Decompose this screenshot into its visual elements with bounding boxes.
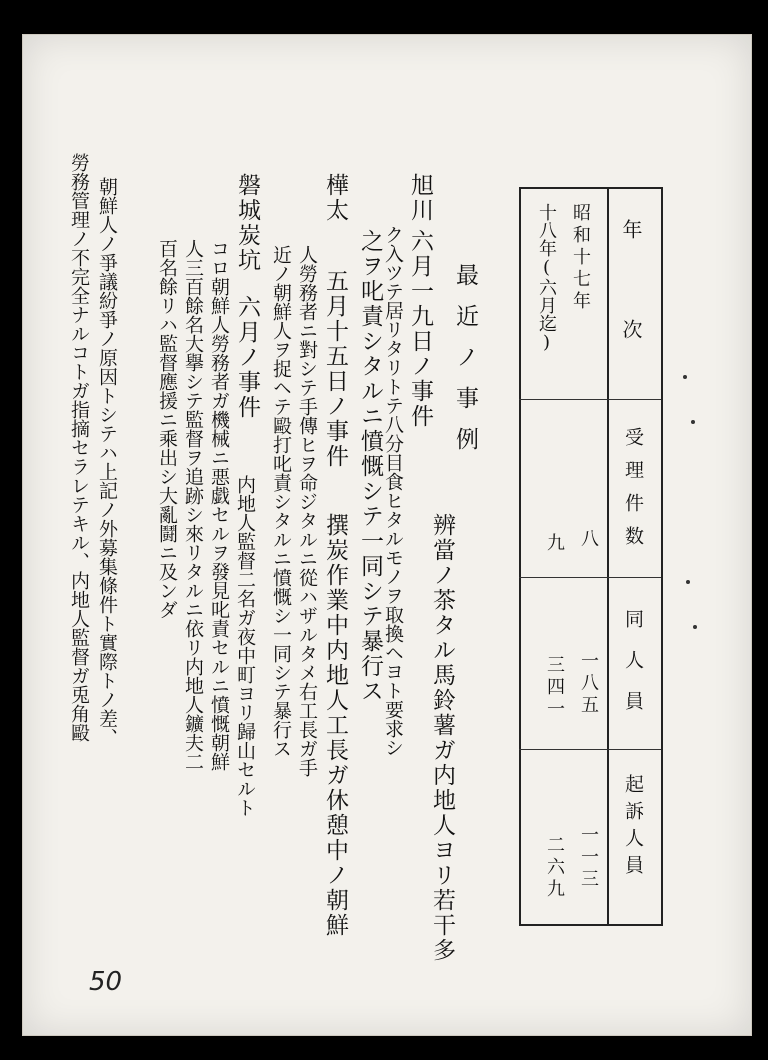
case-place-karafuto: 樺太 [322,173,348,223]
case-line: 人勞務者ニ對シテ手傳ヒヲ命ジタルニ從ハザルタメ右工長ガ手 [296,245,318,777]
table-row-divider [519,577,661,578]
header-indicted: 起訴人員 [622,774,644,882]
case-place-iwaki: 磐城炭坑 [234,173,260,273]
indicted-1943: 二六九 [544,835,565,901]
conclusion-line: 勞務管理ノ不完全ナルコトガ指摘セラレテキル、内地人監督ガ兎角毆 [68,153,90,742]
case-line: 辨當ノ茶タル馬鈴薯ガ内地人ヨリ若干多 [429,513,455,963]
case-line: 之ヲ叱責シタルニ憤慨シテ一同シテ暴行ス [357,229,383,704]
scan-speck [691,420,695,424]
table-header-divider [607,189,609,924]
header-year: 年次 [619,219,643,419]
scan-speck [693,625,697,629]
case-line: コロ朝鮮人勞務者ガ機械ニ悪戯セルヲ發見叱責セルニ憤慨朝鮮 [208,239,230,771]
persons-1942: 一八五 [578,651,599,717]
scan-speck [686,580,690,584]
case-line: 六月一九日ノ事件 [407,229,433,429]
header-persons: 同人員 [622,609,644,732]
scan-speck [683,375,687,379]
table-row-divider [519,749,661,750]
cases-1942: 八 [578,529,599,547]
case-place-asahikawa: 旭川 [407,173,433,223]
case-line: 六月ノ事件 [234,295,260,420]
case-line: 内地人監督二名ガ夜中町ヨリ歸山セルト [234,475,256,817]
cases-1943: 九 [544,533,565,551]
case-line: 百名餘リハ監督應援ニ乘出シ大亂鬪ニ及ンダ [156,239,178,619]
handwritten-page-number: 50 [89,967,123,997]
document-page [22,34,752,1036]
indicted-1942: 一一三 [578,825,599,891]
header-cases: 受理件数 [622,427,644,559]
case-line: 近ノ朝鮮人ヲ捉ヘテ毆打叱責シタルニ憤慨シ一同シテ暴行ス [270,245,292,758]
persons-1943: 三四一 [544,655,565,721]
case-line: 五月十五日ノ事件 [322,269,348,469]
year-1942: 昭和十七年 [570,203,591,313]
case-line: 撰炭作業中内地人工長ガ休憩中ノ朝鮮 [322,513,348,938]
table-border-left [519,189,521,924]
conclusion-line: 朝鮮人ノ爭議紛爭ノ原因トシテハ上記ノ外募集條件ト實際トノ差、 [96,177,118,747]
statistics-table [519,187,663,926]
section-heading: 最近ノ事例 [452,263,478,468]
case-line: ク入ツテ居リタリトテ八分目食ヒタルモノヲ取換ヘヨト要求シ [382,225,404,757]
year-1943: 十八年(六月迄) [536,203,557,353]
case-line: 人三百餘名大擧シテ監督ヲ追跡シ來リタルニ依リ内地人鑛夫二 [182,239,204,771]
